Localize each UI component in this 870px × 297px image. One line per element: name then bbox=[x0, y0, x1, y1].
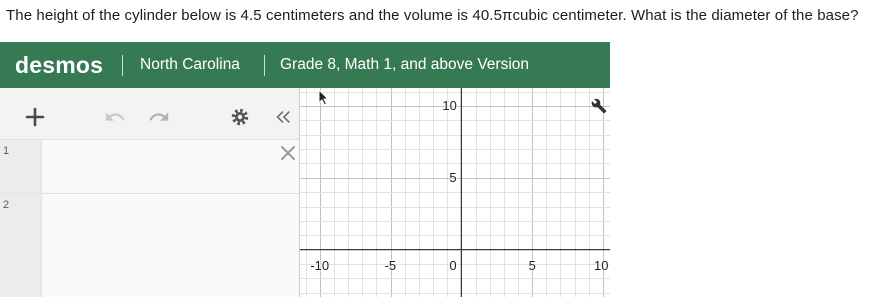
expression-row[interactable] bbox=[0, 140, 299, 194]
x-tick-label: 10 bbox=[594, 257, 609, 273]
icon-shape bbox=[238, 115, 242, 119]
mouse-cursor-icon bbox=[318, 89, 330, 106]
icon-shape bbox=[27, 109, 43, 125]
expression-index-tab[interactable] bbox=[0, 140, 42, 193]
expression-number: 1 bbox=[3, 145, 10, 157]
icon-shape bbox=[149, 112, 168, 120]
version-label: Grade 8, Math 1, and above Version bbox=[280, 56, 530, 73]
x-tick-label: -10 bbox=[310, 257, 330, 273]
redo-icon bbox=[148, 106, 170, 128]
icon-shape bbox=[592, 99, 607, 114]
close-icon bbox=[279, 144, 297, 162]
icon-shape bbox=[106, 112, 125, 120]
expression-input[interactable] bbox=[42, 194, 299, 297]
app-header bbox=[0, 42, 610, 88]
expression-row[interactable] bbox=[0, 194, 299, 297]
redo-button[interactable] bbox=[148, 106, 170, 128]
header-divider bbox=[264, 55, 265, 76]
y-tick-label: 10 bbox=[442, 97, 457, 113]
desmos-calculator bbox=[0, 42, 610, 297]
header-divider bbox=[122, 55, 123, 76]
desmos-logo[interactable]: desmos bbox=[15, 52, 104, 78]
y-tick-label: 5 bbox=[449, 169, 457, 185]
expression-input[interactable] bbox=[42, 140, 299, 193]
graph-settings-button[interactable] bbox=[591, 98, 607, 114]
graph-paper[interactable] bbox=[300, 88, 610, 297]
settings-button[interactable] bbox=[229, 106, 251, 128]
icon-shape bbox=[319, 90, 328, 105]
expression-number: 2 bbox=[3, 199, 10, 211]
undo-button[interactable] bbox=[104, 106, 126, 128]
plus-icon bbox=[24, 106, 46, 128]
x-tick-label: -5 bbox=[384, 257, 397, 273]
icon-shape bbox=[282, 147, 294, 159]
wrench-icon bbox=[591, 98, 607, 114]
x-tick-label: 5 bbox=[528, 257, 536, 273]
icon-shape bbox=[278, 112, 290, 123]
gear-icon bbox=[230, 107, 250, 127]
region-label: North Carolina bbox=[140, 56, 240, 73]
undo-icon bbox=[104, 106, 126, 128]
expression-panel bbox=[0, 88, 300, 297]
question-text: The height of the cylinder below is 4.5 centimeters and the volume is 40.5πcubic centimeter. What is the diameter of the base? bbox=[6, 7, 859, 24]
double-chevron-left-icon bbox=[273, 107, 293, 127]
delete-expression-button[interactable] bbox=[279, 144, 297, 162]
collapse-panel-button[interactable] bbox=[272, 106, 294, 128]
expression-toolbar bbox=[0, 88, 299, 140]
expression-index-tab[interactable] bbox=[0, 194, 42, 297]
add-item-button[interactable] bbox=[24, 106, 46, 128]
origin-label: 0 bbox=[449, 257, 457, 273]
